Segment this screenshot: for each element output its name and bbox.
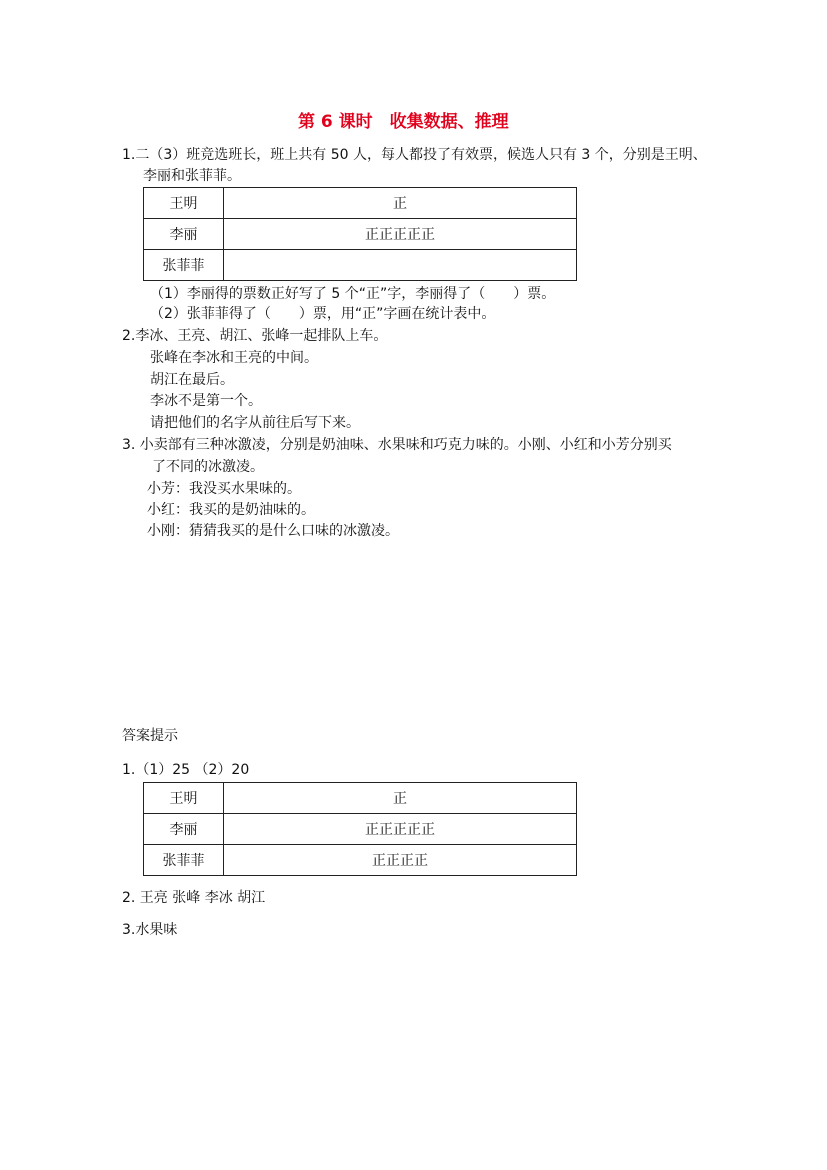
table-row [144, 250, 577, 281]
candidate-name: 李丽 [144, 219, 224, 250]
q2-text-line3: 胡江在最后。 [150, 372, 234, 388]
q1-text-line1: 1.二（3）班竞选班长，班上共有 50 人，每人都投了有效票，候选人只有 3 个，分别是王明、 [122, 147, 707, 163]
answers-heading: 答案提示 [122, 728, 178, 744]
question-tally-table [143, 187, 577, 281]
answer-tally-table [143, 782, 577, 876]
tally-marks: 正正正正 [224, 845, 577, 876]
candidate-name: 张菲菲 [144, 845, 224, 876]
q2-text-line2: 张峰在李冰和王亮的中间。 [150, 350, 318, 366]
tally-marks [224, 250, 577, 281]
table-row [144, 814, 577, 845]
q3-text-line3: 小芳：我没买水果味的。 [147, 481, 301, 497]
q1-subquestion-1: （1）李丽得的票数正好写了 5 个“正”字，李丽得了（ ）票。 [150, 286, 556, 302]
tally-marks: 正正正正正 [224, 219, 577, 250]
tally-marks: 正正正正正 [224, 814, 577, 845]
tally-marks: 正 [224, 783, 577, 814]
q3-text-line1: 3. 小卖部有三种冰激凌，分别是奶油味、水果味和巧克力味的。小刚、小红和小芳分别买 [122, 437, 672, 453]
q3-text-line2: 了不同的冰激凌。 [152, 459, 264, 475]
q3-text-line5: 小刚：猜猜我买的是什么口味的冰激凌。 [147, 523, 399, 539]
q2-text-line4: 李冰不是第一个。 [150, 393, 262, 409]
q2-text-line5: 请把他们的名字从前往后写下来。 [150, 415, 360, 431]
table-row [144, 845, 577, 876]
q1-subquestion-2: （2）张菲菲得了（ ）票，用“正”字画在统计表中。 [150, 306, 496, 322]
answer-2: 2. 王亮 张峰 李冰 胡江 [122, 890, 266, 906]
table-row [144, 783, 577, 814]
candidate-name: 张菲菲 [144, 250, 224, 281]
candidate-name: 李丽 [144, 814, 224, 845]
q1-text-line2: 李丽和张菲菲。 [143, 168, 241, 184]
candidate-name: 王明 [144, 783, 224, 814]
answer-3: 3.水果味 [122, 922, 178, 938]
candidate-name: 王明 [144, 188, 224, 219]
answer-1: 1.（1）25 （2）20 [122, 762, 250, 778]
lesson-title: 第 6 课时 收集数据、推理 [298, 112, 509, 132]
q3-text-line4: 小红：我买的是奶油味的。 [147, 502, 315, 518]
q2-text-line1: 2.李冰、王亮、胡江、张峰一起排队上车。 [122, 328, 388, 344]
table-row [144, 188, 577, 219]
tally-marks: 正 [224, 188, 577, 219]
table-row [144, 219, 577, 250]
